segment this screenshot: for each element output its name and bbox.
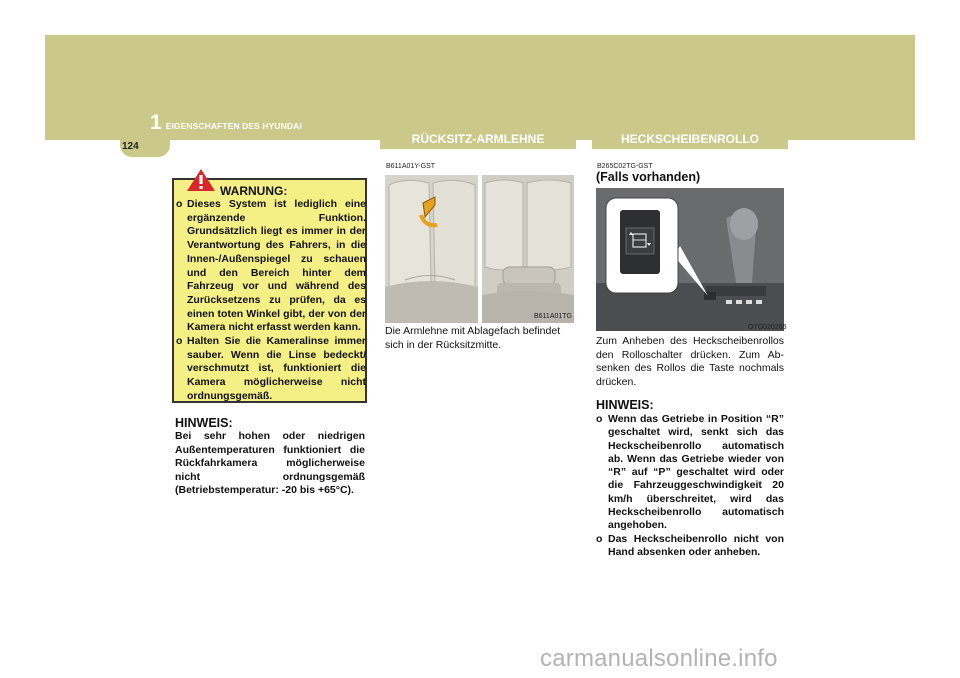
hinweis-title-left: HINWEIS: [175, 416, 233, 430]
hinweis-text-left: Bei sehr hohen oder niedrigen Außentemperaturen funktioniert die Rückfahrkamera möglicherweise nicht ordnungsgemäß (Betriebstemperatur: -20 bis +65°C). [175, 430, 365, 496]
hinweis-item [596, 413, 784, 533]
watermark: carmanualsonline.info [540, 645, 778, 672]
warning-item [176, 335, 366, 404]
warning-triangle-icon [186, 168, 216, 192]
section-code-armrest: B611A01Y-GST [386, 163, 436, 170]
rollo-subtitle: (Falls vorhanden) [596, 170, 701, 184]
bullet: o [176, 335, 183, 348]
warning-list [176, 198, 366, 404]
hinweis-title-right: HINWEIS: [596, 398, 654, 412]
section-code-rollo: B265C02TG-GST [597, 163, 653, 170]
hinweis-item [596, 533, 784, 560]
bullet: o [596, 532, 603, 545]
warning-item-text: Halten Sie die Kameralinse immer sauber. Wenn die Linse bedeckt/ verschmutzt ist, funktioniert die Kamera möglicherweise nicht ordnungsgemäß. [187, 335, 366, 402]
armrest-photo [385, 175, 574, 323]
armrest-photo-label: B611A01TG [534, 313, 573, 320]
rollo-switch-illustration [596, 188, 784, 331]
bullet: o [176, 198, 183, 210]
chapter-title: EIGENSCHAFTEN DES HYUNDAI [165, 121, 302, 131]
warning-item [176, 198, 366, 335]
hinweis-item-text: Wenn das Getriebe in Position “R” geschaltet wird, senkt sich das Heckscheibenrollo automatisch ab. Wenn das Getriebe wieder von “R” auf “P” geschaltet wird oder die Fahrzeuggeschwindigkeit 20 km/h überschreitet, wird das Heckscheibenrollo automatisch angehoben. [608, 413, 784, 532]
armrest-text: Die Armlehne mit Ablagefach befindet sich in der Rücksitzmitte. [385, 325, 561, 351]
warning-item-text: Dieses System ist lediglich eine ergänzende Funktion. Grundsätzlich liegt es immer in der Verantwortung des Fahrers, in die Innen-/Außenspiegel zu schauen und den Bereich hinter dem Fahrzeug vor und während des Zurücksetzens zu prüfen, da es einen toten Winkel gibt, der von der Kamera nicht erfasst werden kann. [187, 198, 366, 334]
chapter-heading [150, 111, 302, 135]
page-number: 124 [122, 141, 139, 152]
rollo-photo-label: OTG020265 [748, 324, 787, 331]
armrest-illustration [385, 175, 574, 323]
hinweis-list-right [596, 413, 784, 559]
chapter-number: 1 [150, 111, 162, 134]
rollo-switch-photo [596, 188, 784, 331]
hinweis-item-text: Das Heckscheibenrollo nicht von Hand absenken oder anheben. [608, 532, 784, 558]
warning-title: WARNUNG: [220, 184, 288, 198]
bullet: o [596, 413, 603, 425]
section-tab-ruecksitz-armlehne: RÜCKSITZ-ARMLEHNE [380, 127, 576, 149]
rollo-text: Zum Anheben des Heckscheibenrollos den Rolloschalter drücken. Zum Ab-senken des Rollos die Taste nochmals drücken. [596, 335, 784, 388]
section-tab-heckscheibenrollo: HECKSCHEIBENROLLO [592, 127, 788, 149]
